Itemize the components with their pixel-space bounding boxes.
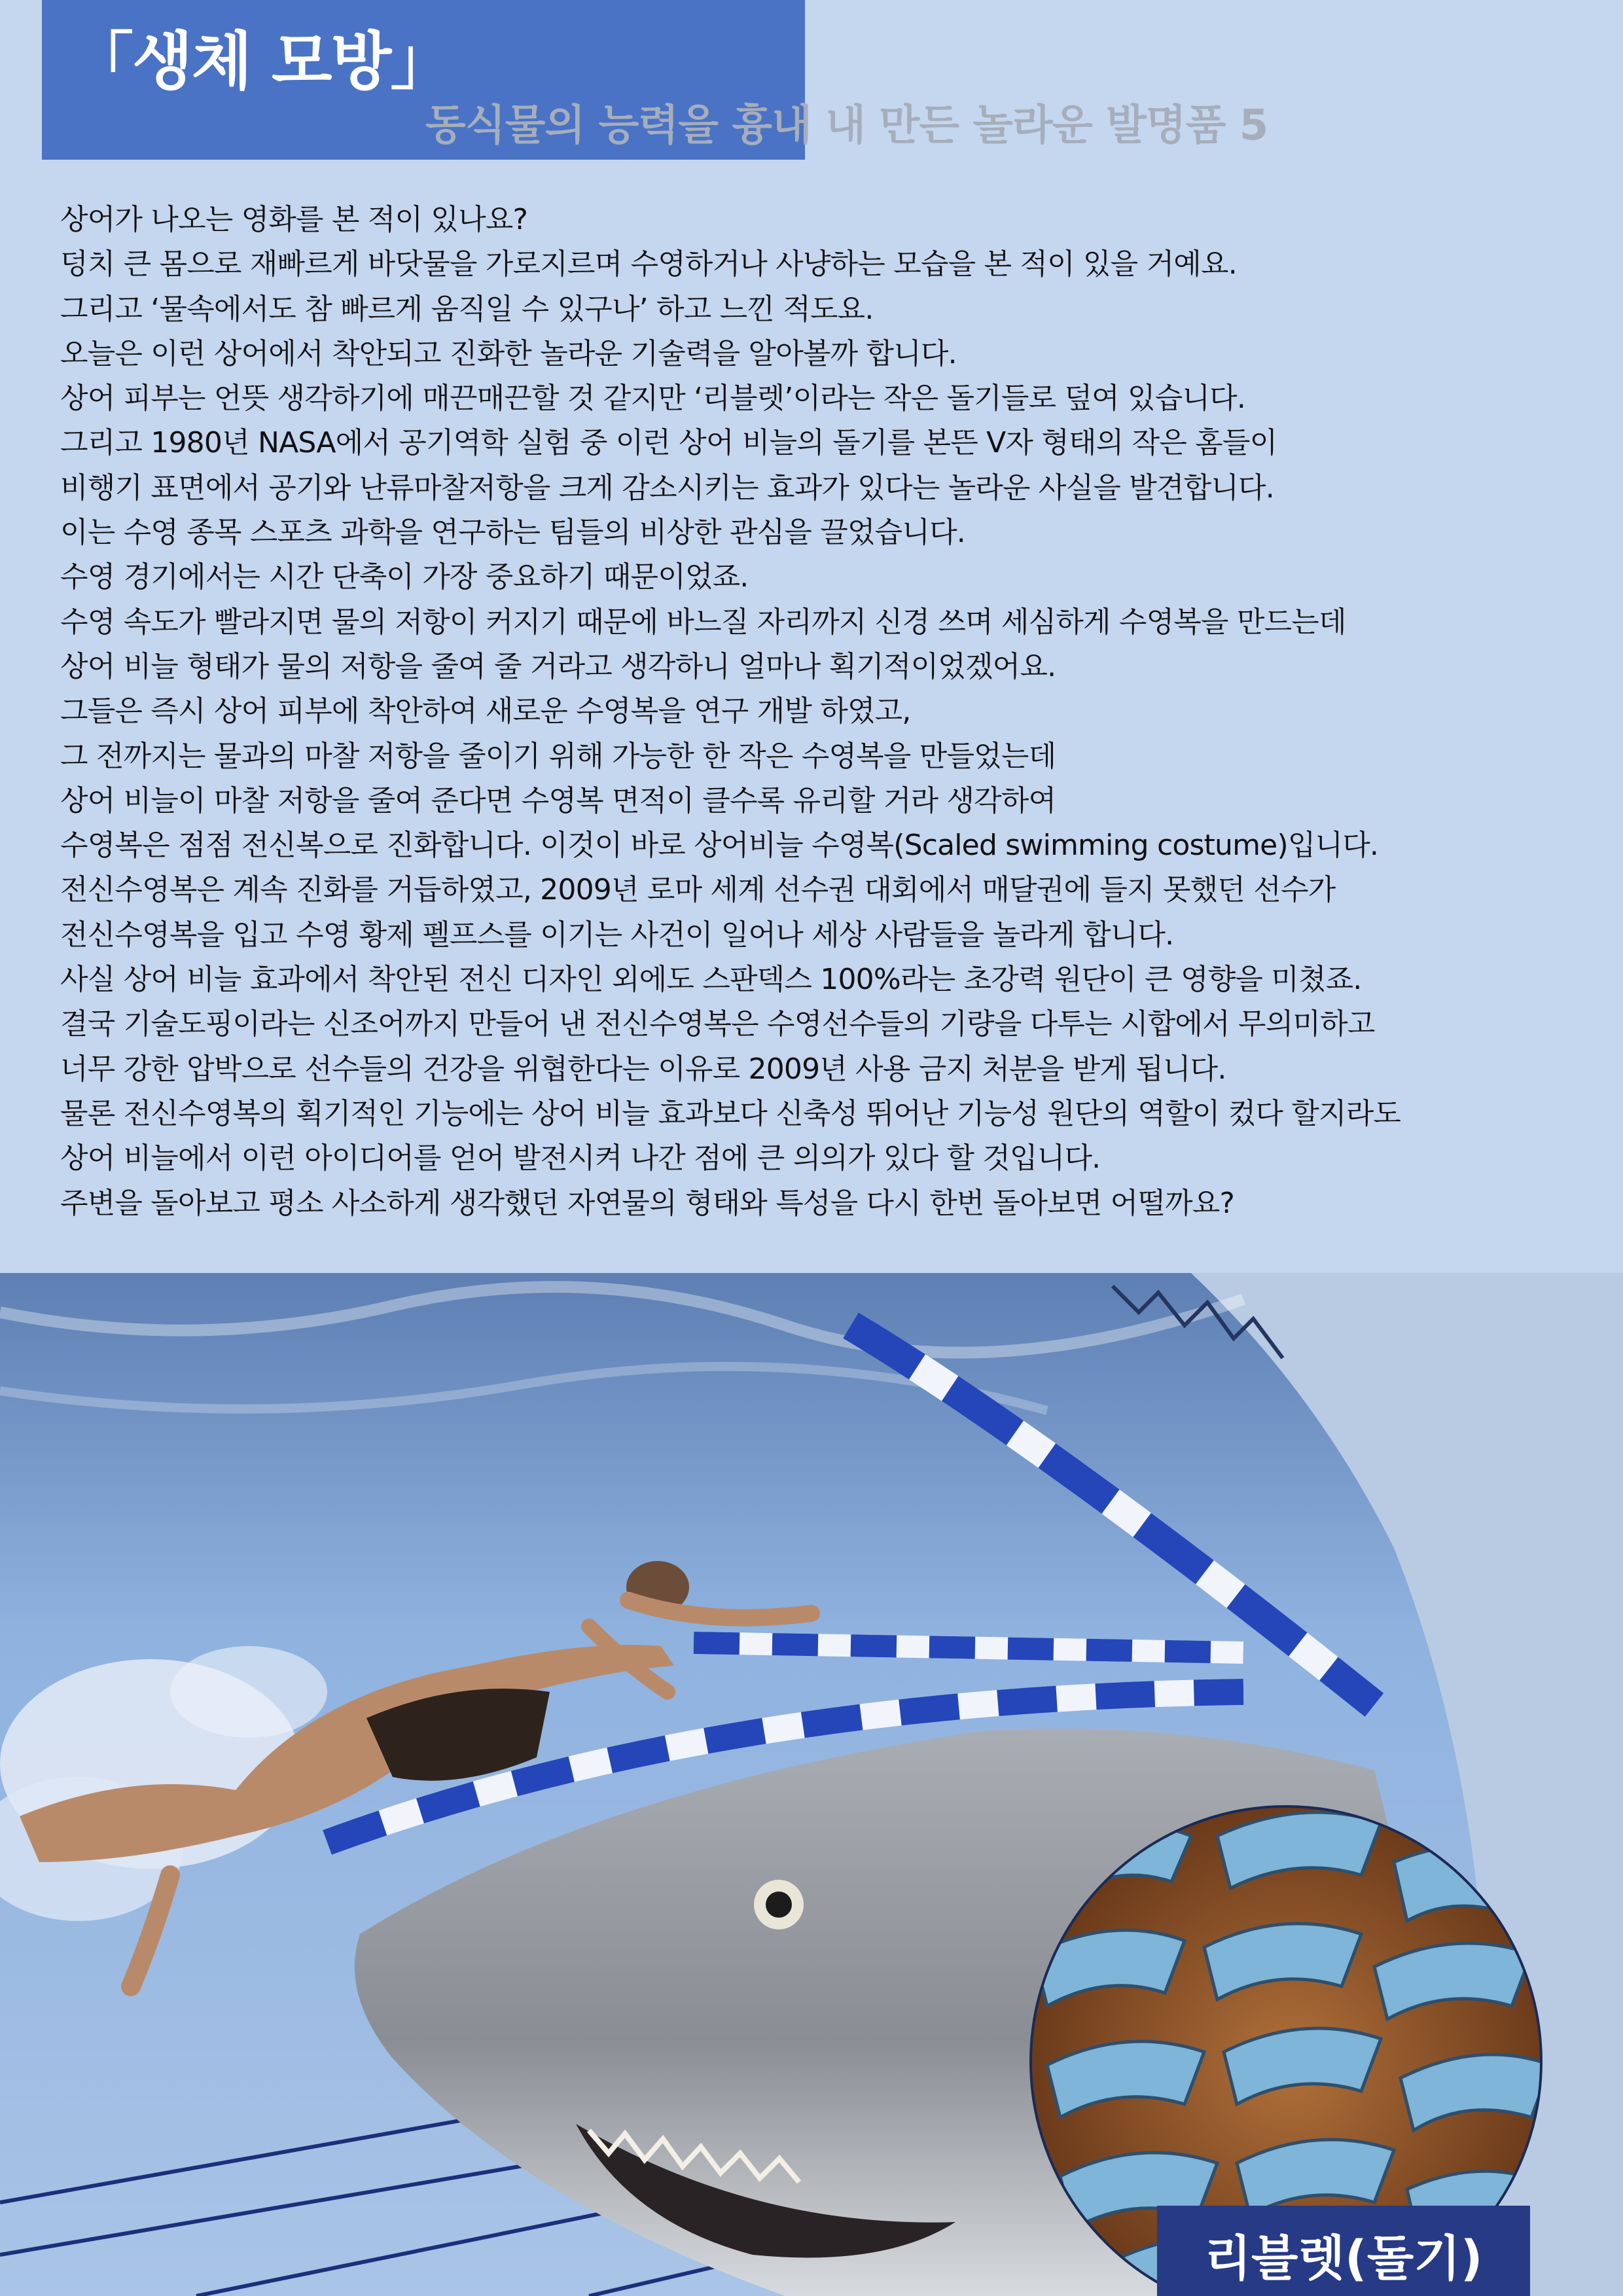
article-line: 수영 속도가 빨라지면 물의 저항이 커지기 때문에 바느질 자리까지 신경 쓰며 세심하게 수영복을 만드는데: [60, 605, 1346, 639]
article-line: 덩치 큰 몸으로 재빠르게 바닷물을 가로지르며 수영하거나 사냥하는 모습을 본 적이 있을 거예요.: [60, 247, 1237, 281]
article-line: 물론 전신수영복의 획기적인 기능에는 상어 비늘 효과보다 신축성 뛰어난 기능성 원단의 역할이 컸다 할지라도: [60, 1096, 1401, 1130]
page-subtitle: 동식물의 능력을 흉내 내 만든 놀라운 발명품 5: [425, 101, 1268, 150]
article-line: 이는 수영 종목 스포츠 과학을 연구하는 팀들의 비상한 관심을 끌었습니다.: [60, 516, 965, 550]
article-line: 수영 경기에서는 시간 단축이 가장 중요하기 때문이었죠.: [60, 560, 749, 594]
article-line: 오늘은 이런 상어에서 착안되고 진화한 놀라운 기술력을 알아볼까 합니다.: [60, 336, 957, 370]
article-line: 상어 비늘이 마찰 저항을 줄여 준다면 수영복 면적이 클수록 유리할 거라 생각하여: [60, 783, 1056, 817]
article-line: 그리고 1980년 NASA에서 공기역학 실험 중 이런 상어 비늘의 돌기를 본뜬 V자 형태의 작은 홈들이: [60, 426, 1277, 460]
article-line: 상어가 나오는 영화를 본 적이 있나요?: [60, 203, 528, 236]
article-line: 전신수영복은 계속 진화를 거듭하였고, 2009년 로마 세계 선수권 대회에서 매달권에 들지 못했던 선수가: [60, 873, 1336, 907]
article-line: 그들은 즉시 상어 피부에 착안하여 새로운 수영복을 연구 개발 하였고,: [60, 694, 911, 728]
article-line: 결국 기술도핑이라는 신조어까지 만들어 낸 전신수영복은 수영선수들의 기량을 다투는 시합에서 무의미하고: [60, 1007, 1375, 1041]
article-body: [60, 198, 1585, 1226]
caption-box: [1157, 2206, 1530, 2296]
article-line: 상어 비늘에서 이런 아이디어를 얻어 발전시켜 나간 점에 큰 의의가 있다 할 것입니다.: [60, 1141, 1101, 1175]
article-line: 전신수영복을 입고 수영 황제 펠프스를 이기는 사건이 일어나 세상 사람들을 놀라게 합니다.: [60, 918, 1174, 952]
photo-caption: 리블렛(돌기): [1204, 2231, 1483, 2287]
article-line: 너무 강한 압박으로 선수들의 건강을 위협한다는 이유로 2009년 사용 금지 처분을 받게 됩니다.: [60, 1052, 1226, 1086]
page-title: 「생체 모방」: [71, 25, 452, 98]
article-line: 상어 피부는 언뜻 생각하기에 매끈매끈할 것 같지만 ‘리블렛’이라는 작은 돌기들로 덮여 있습니다.: [60, 382, 1246, 416]
article-line: 상어 비늘 형태가 물의 저항을 줄여 줄 거라고 생각하니 얼마나 획기적이었겠어요.: [60, 649, 1056, 683]
article-line: 그 전까지는 물과의 마찰 저항을 줄이기 위해 가능한 한 작은 수영복을 만들었는데: [60, 739, 1056, 773]
article-line: 수영복은 점점 전신복으로 진화합니다. 이것이 바로 상어비늘 수영복(Scaled swimming costume)입니다.: [60, 829, 1379, 863]
article-line: 그리고 ‘물속에서도 참 빠르게 움직일 수 있구나’ 하고 느낀 적도요.: [60, 292, 874, 326]
article-line: 사실 상어 비늘 효과에서 착안된 전신 디자인 외에도 스판덱스 100%라는 초강력 원단이 큰 영향을 미쳤죠.: [60, 963, 1362, 997]
article-line: 비행기 표면에서 공기와 난류마찰저항을 크게 감소시키는 효과가 있다는 놀라운 사실을 발견합니다.: [60, 471, 1274, 505]
article-line: 주변을 돌아보고 평소 사소하게 생각했던 자연물의 형태와 특성을 다시 한번 돌아보면 어떨까요?: [60, 1186, 1235, 1220]
swimmer-shark-photo: [0, 1273, 1623, 2296]
